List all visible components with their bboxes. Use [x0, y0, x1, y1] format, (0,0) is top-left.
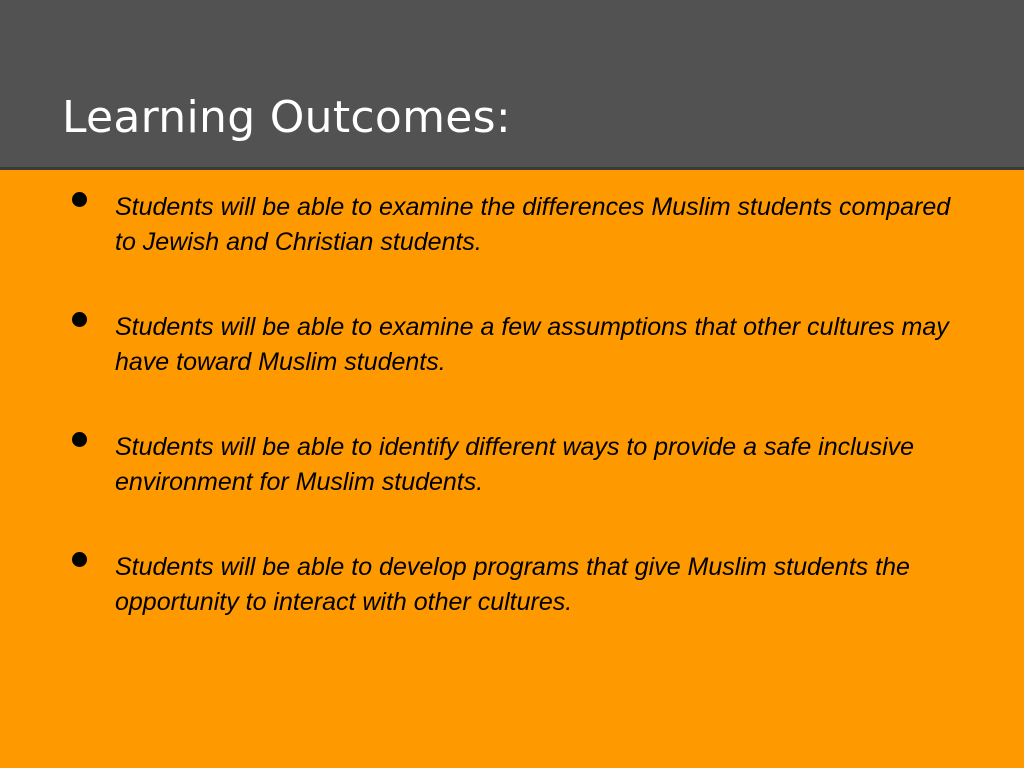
- bullet-dot-icon: [72, 552, 87, 567]
- bullet-item: [0, 190, 1024, 310]
- bullet-dot-icon: [72, 312, 87, 327]
- bullet-text: Students will be able to examine a few assumptions that other cultures may have toward Muslim students.: [115, 313, 949, 376]
- title-bar: [0, 0, 1024, 170]
- bullet-text: Students will be able to identify different ways to provide a safe inclusive environment for Muslim students.: [115, 433, 915, 496]
- bullet-item: [0, 430, 1024, 550]
- bullet-dot-icon: [72, 192, 87, 207]
- bullet-text: Students will be able to examine the differences Muslim students compared to Jewish and Christian students.: [115, 193, 951, 256]
- slide-title: Learning Outcomes:: [62, 92, 511, 143]
- bullet-text: Students will be able to develop programs that give Muslim students the opportunity to interact with other cultures.: [115, 553, 910, 616]
- bullet-list: [0, 190, 1024, 670]
- bullet-dot-icon: [72, 432, 87, 447]
- bullet-item: [0, 550, 1024, 670]
- bullet-item: [0, 310, 1024, 430]
